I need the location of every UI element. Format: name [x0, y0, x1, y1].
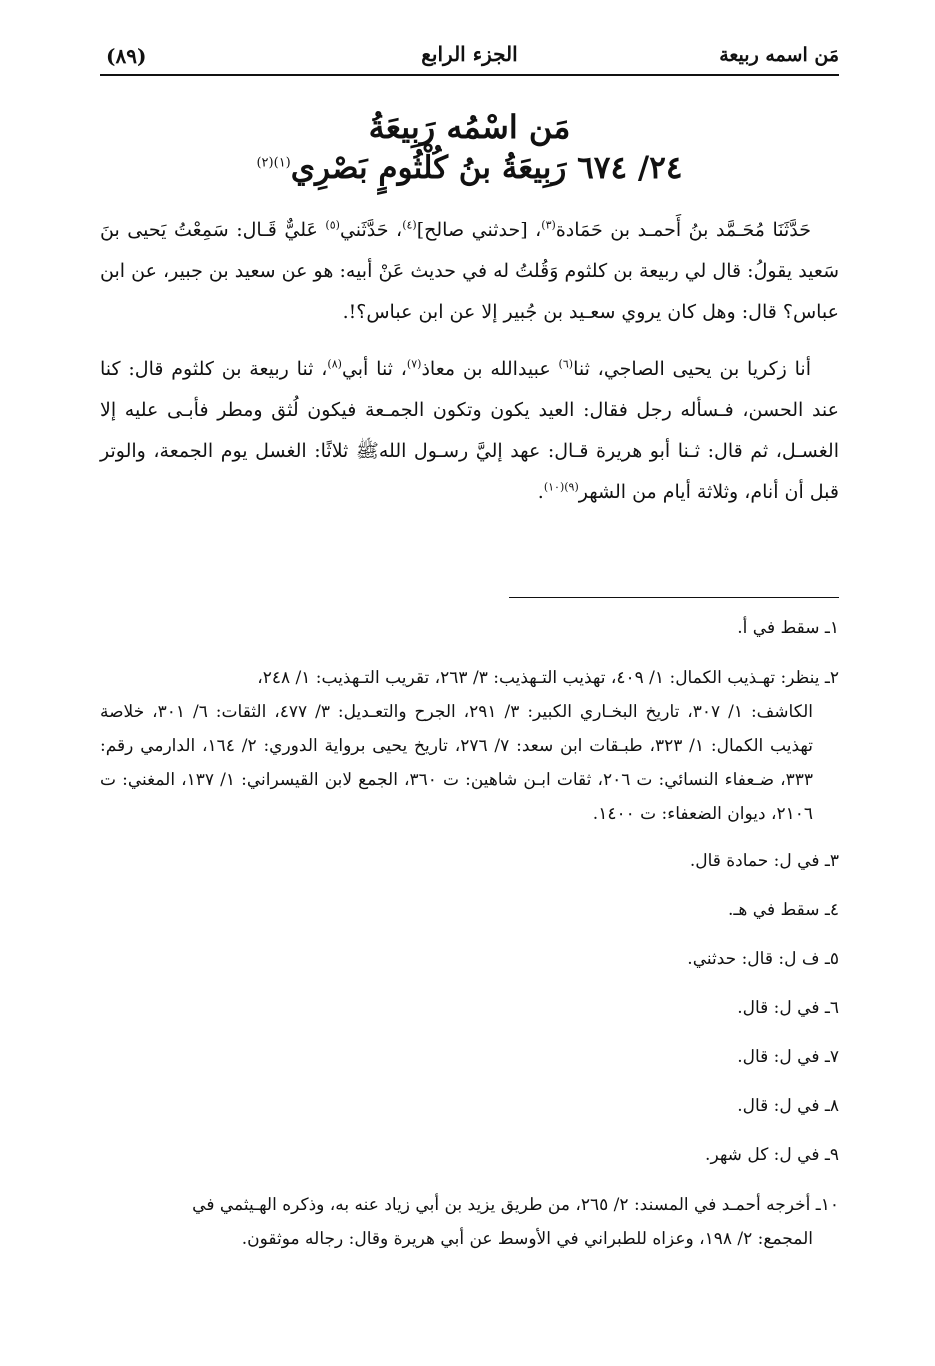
p2-text-4: ، ثنا ربيعة بن كلثوم قال: كنا عند الحسن، فـسأله رجل فقال: العيد يكون وتكون الجمـعة فيكون لُثق ومطر فأبـى عليه إلا الغسـل، ثم قال: ثـنا أبو هريرة قـال: عهد إليَّ رسـول اللهﷺ ثلاثًا: الغسل يوم الجمعة، والوتر قبل أن أنام، وثلاثة أيام من الشهر: [100, 358, 839, 503]
header-volume: الجزء الرابع: [421, 42, 518, 66]
footnote-ref-5[interactable]: (٥): [325, 218, 340, 232]
page-number: (٨٩): [106, 44, 147, 68]
paragraph-2: [100, 349, 839, 513]
entry-title-text: ٢٤/ ٦٧٤ رَبِيعَةُ بنُ كُلْثُومٍ بَصْرِي: [290, 150, 683, 186]
entry-footnote-marks: (١)(٢): [256, 155, 291, 171]
footnote-number: ١٠ـ: [815, 1195, 839, 1215]
footnote-number: ٦ـ: [824, 998, 839, 1018]
footnote-text: في ل: كل شهر.: [705, 1145, 820, 1165]
footnote-number: ٧ـ: [824, 1047, 839, 1067]
p1-text-1: حَدَّثَنَا مُحَـمَّد بنُ أَحمـد بن حَمَادة: [555, 219, 811, 241]
p1-text-3: ، حَدَّثَني: [339, 219, 403, 241]
footnote-number: ١ـ: [824, 618, 839, 638]
footnote-9: [100, 1131, 839, 1180]
p1-text-2: ، [حدثني صالح]: [416, 219, 542, 241]
footnote-4: [100, 886, 839, 935]
entry-title: [100, 150, 839, 186]
footnote-divider: [509, 597, 839, 598]
footnotes: [100, 604, 839, 1262]
running-header: [100, 40, 839, 76]
footnote-text: في ل: حمادة قال.: [689, 851, 820, 871]
footnote-text: في ل: قال.: [737, 1096, 820, 1116]
footnote-text: في ل: قال.: [737, 998, 820, 1018]
footnote-ref-8[interactable]: (٨): [327, 357, 342, 371]
footnote-text: ف ل: قال: حدثني.: [687, 949, 820, 969]
footnote-ref-3[interactable]: (٣): [541, 218, 556, 232]
footnote-text: في ل: قال.: [737, 1047, 820, 1067]
p2-text-2: عبيدالله بن معاذ: [421, 358, 559, 380]
footnote-ref-4[interactable]: (٤): [402, 218, 417, 232]
footnote-text: أخرجه أحمـد في المسند: ٢/ ٢٦٥، من طريق يزيد بن أبي زياد عنه به، وذكره الهـيثمي في: [192, 1195, 811, 1215]
paragraph-1: [100, 210, 839, 333]
footnote-10: [100, 1188, 839, 1256]
footnote-ref-7[interactable]: (٧): [406, 357, 422, 371]
footnote-8: [100, 1082, 839, 1131]
main-text: [100, 210, 839, 513]
footnote-ref-9-10[interactable]: (٩)(١٠): [543, 480, 579, 494]
footnote-text: ينظر: تهـذيب الكمال: ١/ ٤٠٩، تهذيب التـهذيب: ٣/ ٢٦٣، تقريب التـهذيب: ١/ ٢٤٨،: [257, 668, 820, 688]
p2-text-5: .: [537, 481, 544, 503]
footnote-text: سقط في هـ.: [728, 900, 820, 920]
footnote-number: ٨ـ: [824, 1096, 839, 1116]
p2-text-1: أنا زكريا بن يحيى الصاجي، ثنا: [573, 358, 811, 380]
p1-text-4: عَليٌّ قَـال: سَمِعْتُ يَحيى بنَ سَعيد يقولُ: قال لي ربيعة بن كلثوم وَقُلتُ له في حديث عَنْ أبيه: هو عن سعيد بن جبير، عن ابن عباس؟ قال: وهل كان يروي سعـيد بن جُبير إلا عن ابن عباس؟!.: [100, 219, 839, 323]
footnote-6: [100, 984, 839, 1033]
footnote-number: ٩ـ: [824, 1145, 839, 1165]
section-title: مَن اسْمُه رَبِيعَةُ: [368, 108, 571, 146]
footnote-number: ٢ـ: [824, 668, 839, 688]
footnote-number: ٥ـ: [824, 949, 839, 969]
footnote-1: [100, 604, 839, 653]
footnote-text-continued: الكاشف: ١/ ٣٠٧، تاريخ البخـاري الكبير: ٣/ ٢٩١، الجرح والتعـديل: ٣/ ٤٧٧، الثقات: ٦/ ٣٠١، خلاصة تهذيب الكمال: ١/ ٣٢٣، طبـقات ابن سعد: ٧/ ٢٧٦، تاريخ يحيى برواية الدوري: ٢/ ١٦٤، الدارمي رقم: ٣٣٣، ضـعفاء النسائي: ت ٢٠٦، ثقات ابـن شاهين: ت ٣٦٠، الجمع لابن القيسراني: ١/ ١٣٧، المغني: ت ٢١٠٦، ديوان الضعفاء: ت ١٤٠٠.: [100, 702, 813, 824]
footnote-3: [100, 837, 839, 886]
footnote-2: [100, 661, 839, 831]
footnote-ref-6[interactable]: (٦): [558, 357, 574, 371]
footnote-7: [100, 1033, 839, 1082]
footnote-text: سقط في أ.: [737, 618, 820, 638]
footnote-number: ٤ـ: [824, 900, 839, 920]
footnote-text-continued: المجمع: ٢/ ١٩٨، وعزاه للطبراني في الأوسط عن أبي هريرة وقال: رجاله موثقون.: [241, 1229, 813, 1249]
footnote-number: ٣ـ: [824, 851, 839, 871]
p2-text-3: ، ثنا أبي: [341, 358, 407, 380]
footnote-5: [100, 935, 839, 984]
header-section-name: مَن اسمه ربيعة: [719, 44, 839, 66]
